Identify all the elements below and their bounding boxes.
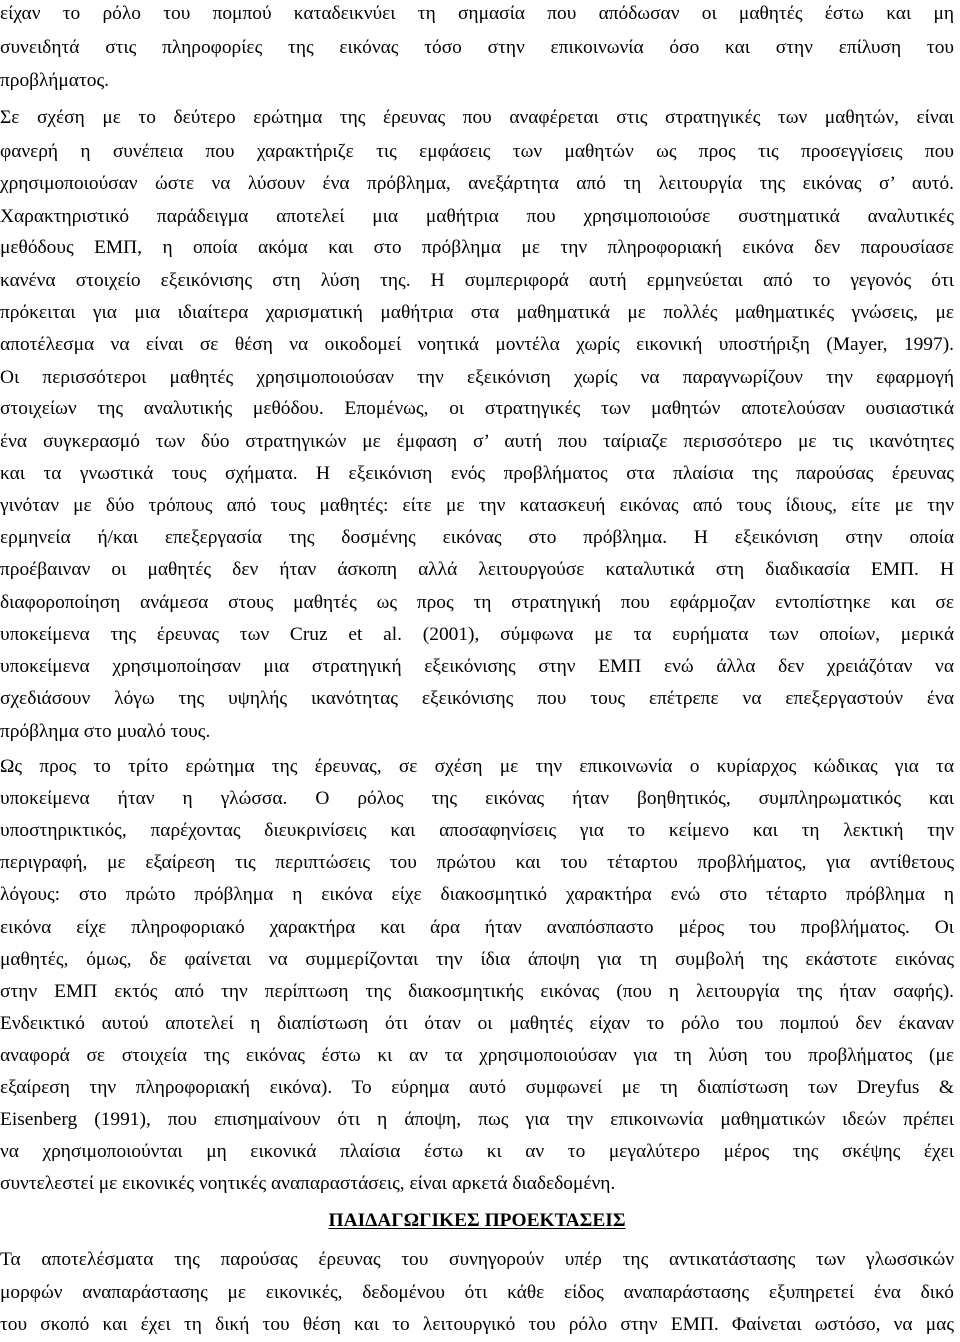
text-line: συντελεστεί με εικονικές νοητικές αναπαραστάσεις, είναι αρκετά διαδεδομένη. <box>0 1173 616 1194</box>
text-line: λόγους: στο πρώτο πρόβλημα η εικόνα είχε διακοσμητικό χαρακτήρα ενώ στο τέταρτο πρόβλημα η <box>0 884 954 905</box>
text-line: πρόβλημα στο μυαλό τους. <box>0 721 211 742</box>
text-line: να χρησιμοποιούνται μη εικονικά πλαίσια έστω κι αν το μεγαλύτερο μέρος της σκέψης έχει <box>0 1141 954 1162</box>
text-line: εξαίρεση την πληροφοριακή εικόνα). Το εύρημα αυτό συμφωνεί με τη διαπίστωση των Dreyfus & <box>0 1077 954 1098</box>
text-line: προβλήματος. <box>0 70 109 91</box>
text-line: μεθόδους ΕΜΠ, η οποία ακόμα και στο πρόβλημα με την πληροφοριακή εικόνα δεν παρουσίασε <box>0 237 954 258</box>
text-line: και τα γνωστικά τους σχήματα. Η εξεικόνιση ενός προβλήματος στα πλαίσια της παρούσας έρευνας <box>0 463 954 484</box>
text-line: προέβαιναν οι μαθητές δεν ήταν άσκοπη αλλά λειτουργούσε καταλυτικά στη διαδικασία ΕΜΠ. Η <box>0 559 954 580</box>
text-line: μορφών αναπαράστασης με εικονικές, δεδομένου ότι κάθε είδος αναπαράστασης εξυπηρετεί ένα δικό <box>0 1282 954 1303</box>
text-line: φανερή η συνέπεια που χαρακτήριζε τις εμφάσεις των μαθητών ως προς τις προσεγγίσεις που <box>0 141 954 162</box>
text-line: Ως προς το τρίτο ερώτημα της έρευνας, σε σχέση με την επικοινωνία ο κυρίαρχος κώδικας για τα <box>0 756 954 777</box>
text-line: Τα αποτελέσματα της παρούσας έρευνας του συνηγορούν υπέρ της αντικατάστασης των γλωσσικών <box>0 1249 954 1270</box>
text-line: στοιχείων της αναλυτικής μεθόδου. Επομένως, οι στρατηγικές των μαθητών αποτελούσαν ουσιαστικά <box>0 398 954 419</box>
text-line: κανένα στοιχείο εξεικόνισης στη λύση της. Η συμπεριφορά αυτή ερμηνεύεται από το γεγονός ότι <box>0 270 954 291</box>
text-line: πρόκειται για μια ιδιαίτερα χαρισματική μαθήτρια στα μαθηματικά με πολλές μαθηματικές γνώσεις, με <box>0 302 954 323</box>
text-line: μαθητές, όμως, δε φαίνεται να συμμερίζονται την ίδια άποψη για τη συμβολή της εκάστοτε εικόνας <box>0 949 954 970</box>
text-line: Eisenberg (1991), που επισημαίνουν ότι η άποψη, πως για την επικοινωνία μαθηματικών ιδεών πρέπει <box>0 1109 954 1130</box>
text-line: υποκείμενα χρησιμοποίησαν μια στρατηγική εξεικόνισης στην ΕΜΠ ενώ άλλα δεν χρειάζόταν να <box>0 656 954 677</box>
text-line: αποτέλεσμα να είναι σε θέση να οικοδομεί νοητικά μοντέλα χωρίς εικονική υποστήριξη (Mayer, 1997). <box>0 334 954 355</box>
text-line: Σε σχέση με το δεύτερο ερώτημα της έρευνας που αναφέρεται στις στρατηγικές των μαθητών, είναι <box>0 107 954 128</box>
text-line: Χαρακτηριστικό παράδειγμα αποτελεί μια μαθήτρια που χρησιμοποιούσε συστηματικά αναλυτικές <box>0 206 954 227</box>
text-line: χρησιμοποιούσαν ώστε να λύσουν ένα πρόβλημα, ανεξάρτητα από τη λειτουργία της εικόνας σ’ αυτό. <box>0 173 954 194</box>
text-line: ένα συγκερασμό των δύο στρατηγικών με έμφαση σ’ αυτή που ταίριαζε περισσότερο με τις ικανότητες <box>0 431 954 452</box>
text-line: αναφορά σε στοιχεία της εικόνας έστω κι αν τα χρησιμοποιούσαν για τη λύση του προβλήματος (με <box>0 1045 954 1066</box>
text-line: γινόταν με δύο τρόπους από τους μαθητές: είτε με την κατασκευή εικόνας από τους ίδιους, είτε με την <box>0 495 954 516</box>
text-line: Ενδεικτικό αυτού αποτελεί η διαπίστωση ότι όταν οι μαθητές είχαν το ρόλο του πομπού δεν έκαναν <box>0 1013 954 1034</box>
text-line: του σκοπό και έχει τη δική του θέση και το λειτουργικό του ρόλο στην ΕΜΠ. Φαίνεται ωστόσο, να μας <box>0 1314 954 1335</box>
text-line: είχαν το ρόλο του πομπού καταδεικνύει τη σημασία που απόδωσαν οι μαθητές έστω και μη <box>0 3 954 24</box>
text-line: συνειδητά στις πληροφορίες της εικόνας τόσο στην επικοινωνία όσο και στην επίλυση του <box>0 37 954 58</box>
text-line: υποκείμενα της έρευνας των Cruz et al. (2001), σύμφωνα με τα ευρήματα των οποίων, μερικά <box>0 624 954 645</box>
text-line: σχεδιάσουν λόγω της υψηλής ικανότητας εξεικόνισης που τους επέτρεπε να επεξεργαστούν ένα <box>0 688 954 709</box>
text-line: ερμηνεία ή/και επεξεργασία της δοσμένης εικόνας στο πρόβλημα. Η εξεικόνιση στην οποία <box>0 527 954 548</box>
text-line: υποκείμενα ήταν η γλώσσα. Ο ρόλος της εικόνας ήταν βοηθητικός, συμπληρωματικός και <box>0 788 954 809</box>
text-line: περιγραφή, με εξαίρεση τις περιπτώσεις του πρώτου και του τέταρτου προβλήματος, για αντίθετους <box>0 852 954 873</box>
text-line: εικόνα είχε πληροφοριακό χαρακτήρα και άρα ήταν αναπόσπαστο μέρος του προβλήματος. Οι <box>0 917 954 938</box>
text-line: Οι περισσότεροι μαθητές χρησιμοποιούσαν την εξεικόνιση χωρίς να παραγνωρίζουν την εφαρμογή <box>0 367 954 388</box>
text-line: διαφοροποίηση ανάμεσα στους μαθητές ως προς τη στρατηγική που εφάρμοζαν εντοπίστηκε και σε <box>0 592 954 613</box>
text-line: στην ΕΜΠ εκτός από την περίπτωση της διακοσμητικής εικόνας (που η λειτουργία της ήταν σαφής). <box>0 981 954 1002</box>
section-heading: ΠΑΙΔΑΓΩΓΙΚΕΣ ΠΡΟΕΚΤΑΣΕΙΣ <box>328 1210 626 1231</box>
text-line: υποστηρικτικός, παρέχοντας διευκρινίσεις και αποσαφηνίσεις για το κείμενο και τη λεκτική την <box>0 820 954 841</box>
